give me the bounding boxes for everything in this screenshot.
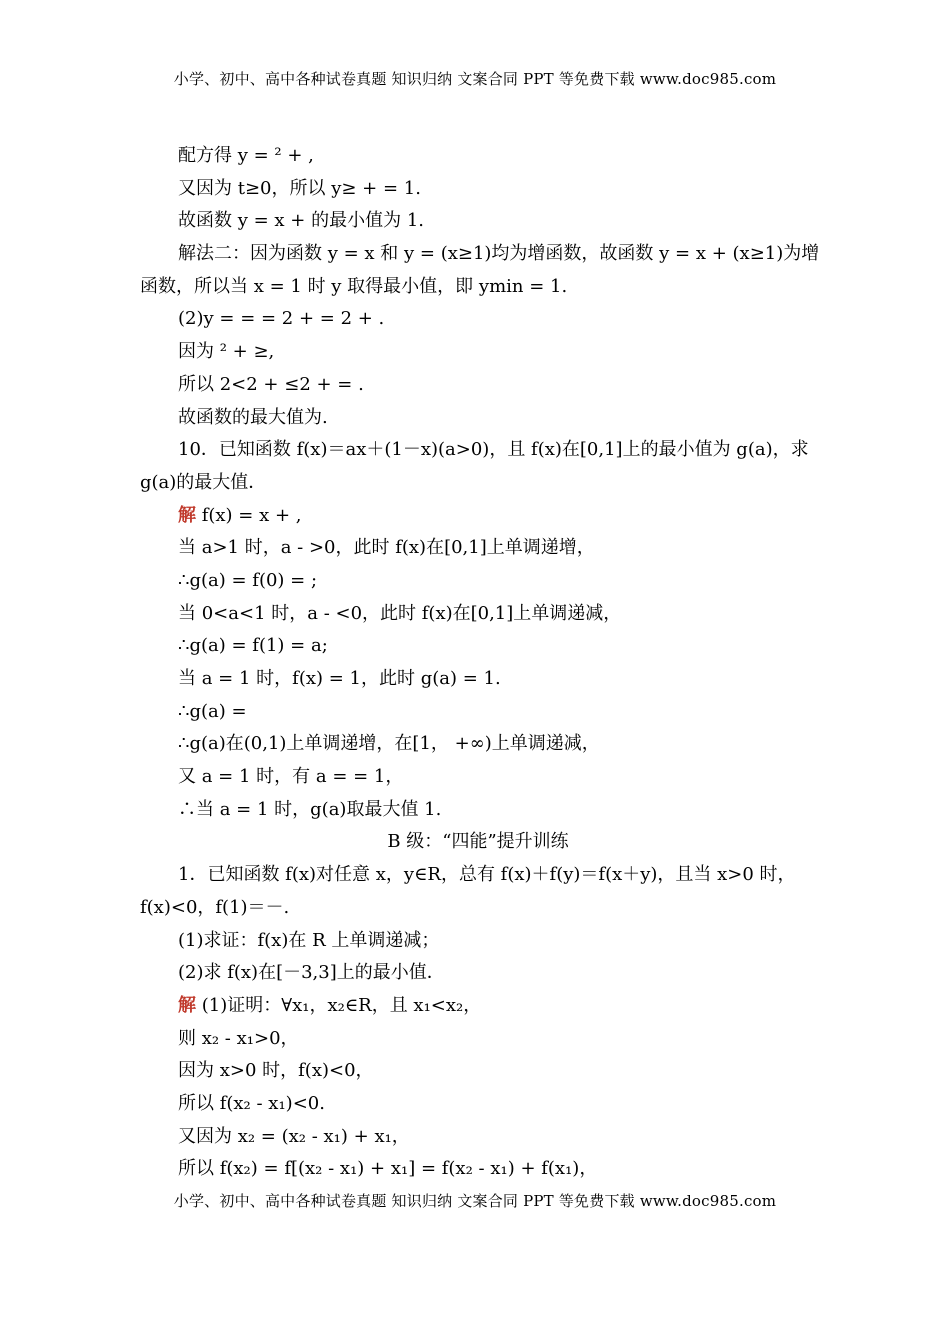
text-line — [140, 990, 816, 1023]
page-footer: 小学、初中、高中各种试卷真题 知识归纳 文案合同 PPT 等免费下载 www.doc985.com — [173, 1192, 777, 1210]
line-text: 解法二：因为函数 y = x 和 y = (x≥1)均为增函数，故函数 y = x + (x≥1)为增 — [178, 243, 820, 265]
answer-tag: 解 — [178, 504, 196, 526]
text-line — [140, 957, 816, 990]
text-line — [140, 761, 816, 794]
line-text: (2)求 f(x)在[－3,3]上的最小值． — [178, 962, 445, 984]
line-text: (1)求证：f(x)在 R 上单调递减； — [178, 929, 440, 951]
text-line — [140, 696, 816, 729]
line-text: ∴g(a) = f(1) = a; — [178, 635, 328, 657]
text-line — [140, 826, 816, 859]
line-text: ∴当 a = 1 时，g(a)取最大值 1. — [178, 798, 442, 820]
answer-tag: 解 — [178, 994, 196, 1016]
line-text: 所以 f(x₂) = f[(x₂ - x₁) + x₁] = f(x₂ - x₁) + f(x₁)， — [178, 1158, 598, 1180]
page-header: 小学、初中、高中各种试卷真题 知识归纳 文案合同 PPT 等免费下载 www.doc985.com — [173, 70, 777, 88]
text-line — [140, 565, 816, 598]
text-line — [140, 467, 816, 500]
line-text: (1)证明：∀x₁，x₂∈R，且 x₁<x₂， — [196, 994, 482, 1016]
text-line — [140, 140, 816, 173]
line-text: 又因为 x₂ = (x₂ - x₁) + x₁， — [178, 1125, 410, 1147]
text-line — [140, 271, 816, 304]
text-line — [140, 173, 816, 206]
line-text: 函数，所以当 x = 1 时 y 取得最小值，即 ymin = 1. — [140, 275, 568, 297]
line-text: 则 x₂ - x₁>0， — [178, 1027, 299, 1049]
line-text: 当 a = 1 时，f(x) = 1，此时 g(a) = 1. — [178, 668, 501, 689]
text-line — [140, 336, 816, 369]
line-text: B 级：“四能”提升训练 — [387, 831, 569, 853]
text-line — [140, 1055, 816, 1088]
text-line — [140, 598, 816, 631]
line-text: 1．已知函数 f(x)对任意 x，y∈R，总有 f(x)＋f(y)＝f(x＋y)，且当 x>0 时， — [178, 864, 796, 886]
text-line — [140, 532, 816, 565]
text-line — [140, 1121, 816, 1154]
line-text: f(x)<0，f(1)＝－. — [140, 896, 290, 918]
line-text: ∴g(a) = — [178, 700, 247, 722]
line-text: ∴g(a) = f(0) = ; — [178, 569, 318, 591]
line-text: g(a)的最大值． — [140, 471, 267, 493]
line-text: 又 a = 1 时，有 a = = 1， — [178, 766, 404, 788]
line-text: 因为 ² + ≥, — [178, 341, 275, 363]
text-line — [140, 794, 816, 827]
text-line — [140, 892, 816, 925]
text-line — [140, 402, 816, 435]
line-text: (2)y = = = 2 + = 2 + . — [178, 308, 385, 330]
text-line — [140, 630, 816, 663]
document-body — [140, 140, 820, 1186]
text-line — [140, 434, 816, 467]
line-text: 当 a>1 时，a - >0，此时 f(x)在[0,1]上单调递增， — [178, 537, 595, 559]
line-text: ∴g(a)在(0,1)上单调递增，在[1， +∞)上单调递减， — [178, 733, 600, 755]
text-line — [140, 1088, 816, 1121]
line-text: 所以 f(x₂ - x₁)<0. — [178, 1092, 325, 1114]
text-line — [140, 1023, 816, 1056]
text-line — [140, 500, 816, 533]
line-text: 10．已知函数 f(x)＝ax＋(1－x)(a>0)，且 f(x)在[0,1]上的最小值为 g(a)，求 — [178, 439, 809, 461]
line-text: 故函数的最大值为. — [178, 406, 328, 428]
line-text: 故函数 y = x + 的最小值为 1. — [178, 210, 424, 232]
line-text: 因为 x>0 时，f(x)<0， — [178, 1060, 374, 1082]
text-line — [140, 1153, 816, 1186]
line-text: 配方得 y = ² + , — [178, 145, 314, 166]
text-line — [140, 238, 820, 271]
text-line — [140, 728, 816, 761]
text-line — [140, 369, 816, 402]
line-text: 所以 2<2 + ≤2 + = . — [178, 373, 364, 395]
text-line — [140, 925, 816, 958]
text-line — [140, 859, 816, 892]
text-line — [140, 205, 816, 238]
text-line — [140, 663, 816, 696]
text-line — [140, 303, 816, 336]
line-text: f(x) = x + , — [196, 504, 302, 526]
line-text: 又因为 t≥0，所以 y≥ + = 1. — [178, 177, 421, 199]
line-text: 当 0<a<1 时，a - <0，此时 f(x)在[0,1]上单调递减， — [178, 602, 622, 624]
